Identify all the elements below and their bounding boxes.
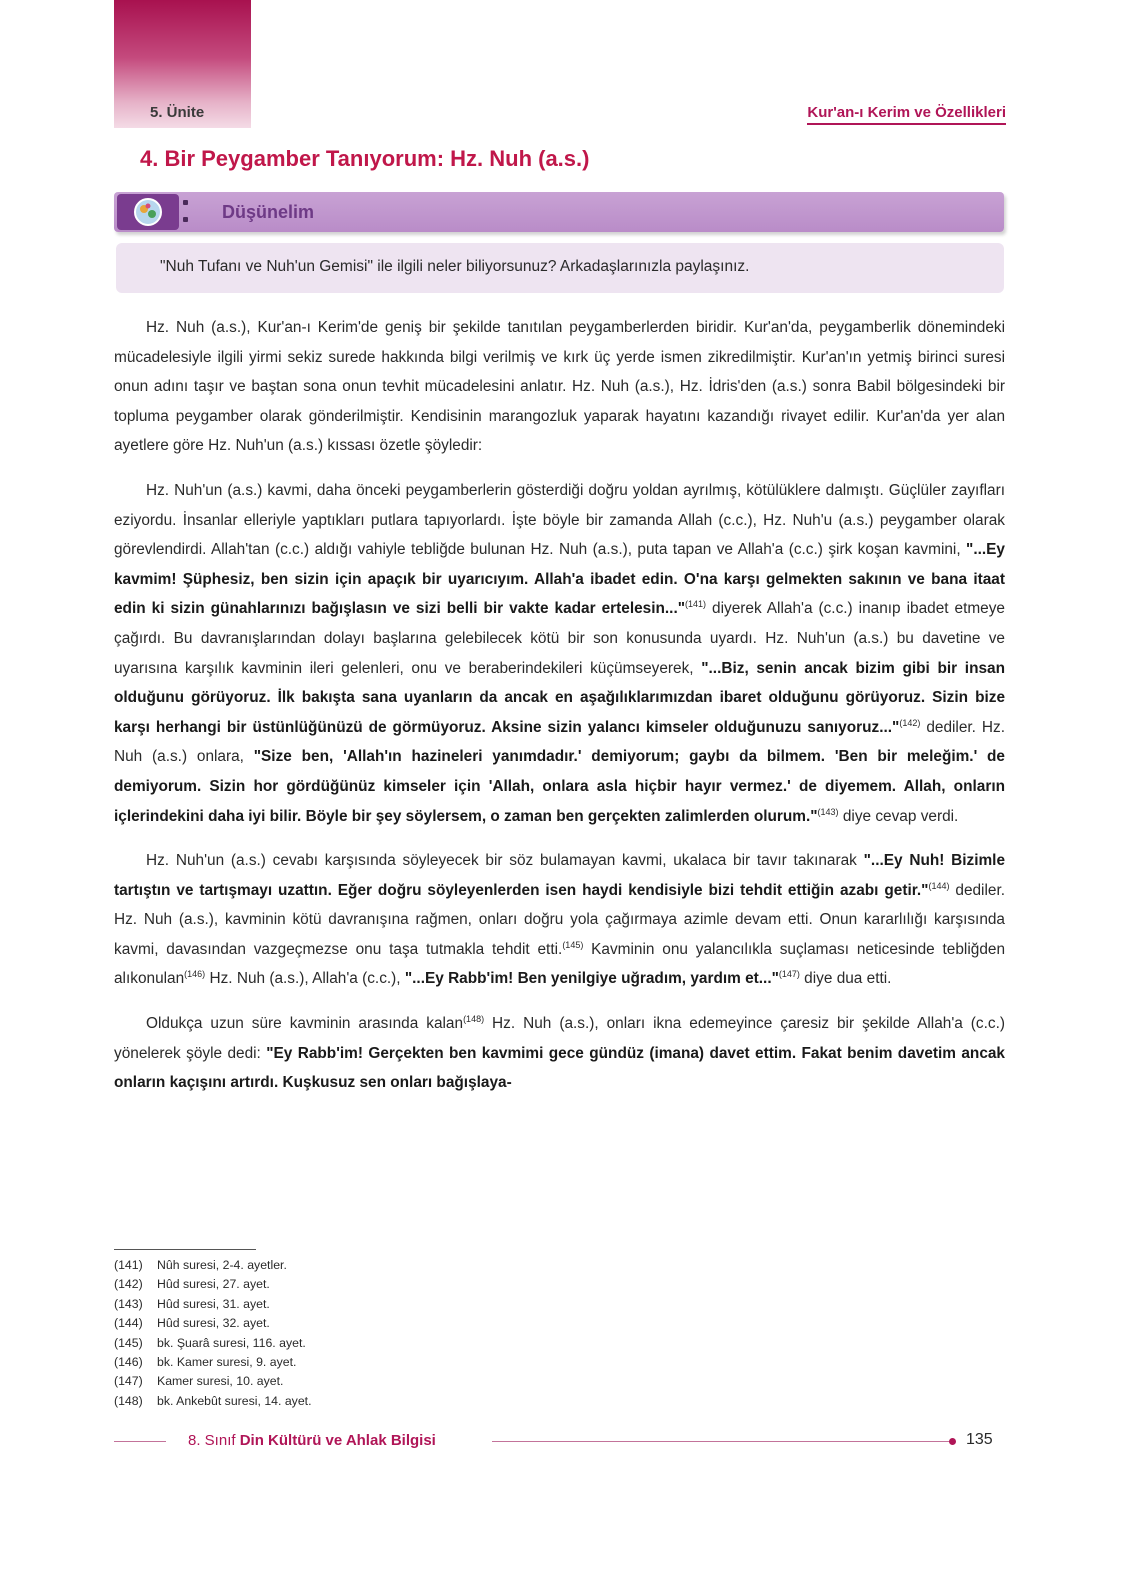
footer-book-title <box>188 1432 436 1449</box>
footnote-item <box>114 1392 312 1411</box>
footnote-item <box>114 1295 312 1314</box>
paragraph-3 <box>114 846 1005 994</box>
paragraph-2-text-4: diye cevap verdi. <box>838 807 959 825</box>
footnote-ref-144: (144) <box>928 880 950 891</box>
footer-left-rule <box>114 1441 166 1442</box>
paragraph-3-text-4: Hz. Nuh (a.s.), Allah'a (c.c.), <box>205 970 405 988</box>
question-text: "Nuh Tufanı ve Nuh'un Gemisi" ile ilgili neler biliyorsunuz? Arkadaşlarınızla paylaşınız. <box>160 258 750 275</box>
paragraph-2-text-2: diyerek Allah'a (c.c.) inanıp ibadet etmeye çağırdı. Bu davranışlarından dolayı başlarına gelebilecek kötü bir son konusunda uyardı. Hz. Nuh'un (a.s.) bu davetine ve uyarısına karşılık kavminin ileri gelenleri, onu ve beraberindekileri küçümseyerek, <box>114 600 1005 677</box>
footnote-number: (148) <box>114 1393 143 1408</box>
unit-label: 5. Ünite <box>150 104 205 121</box>
section-title: 4. Bir Peygamber Tanıyorum: Hz. Nuh (a.s.) <box>140 146 590 171</box>
footnote-number: (146) <box>114 1355 143 1370</box>
paragraph-3-text-2: dediler. Hz. Nuh (a.s.), kavminin kötü davranışına rağmen, onları doğru yola çağırmaya azimle devam etti. Onun kararlılığı karşısında kavmi, davasından vazgeçmezse onu taşa tutmakla tehdit etti. <box>114 881 1006 958</box>
footnote-text: Hûd suresi, 32. ayet. <box>157 1316 270 1331</box>
paragraph-2-text-3: dediler. Hz. Nuh (a.s.) onlara, <box>114 718 1005 766</box>
paragraph-3-text-5: diye dua etti. <box>799 970 892 988</box>
footnote-ref-145: (145) <box>562 939 584 950</box>
thinking-head-icon-graphic <box>128 197 168 227</box>
footnote-ref-148: (148) <box>463 1014 485 1025</box>
footnote-number: (143) <box>114 1296 143 1311</box>
quote-142: "...Biz, senin ancak bizim gibi bir insan olduğunu görüyoruz. İlk bakışta sana uyanların da ancak en aşağılıklarımızdan ibaret olduğunu görüyoruz. Sizin bize karşı herhangi bir üstünlüğünüzü de görmüyoruz. Aksine sizin yalancı kimseler olduğunuzu sanıyoruz..." <box>114 659 1005 736</box>
footnote-item <box>114 1372 312 1391</box>
paragraph-1 <box>114 313 1005 461</box>
footnote-text: bk. Kamer suresi, 9. ayet. <box>157 1355 297 1370</box>
quote-141: "...Ey kavmim! Şüphesiz, ben sizin için apaçık bir uyarıcıyım. Allah'a ibadet edin. O'na karşı gelmekten sakının ve bana itaat edin ki sizin günahlarınızı bağışlasın ve sizi belli bir vakte kadar ertelesin..." <box>114 541 1005 618</box>
footnote-text: Hûd suresi, 31. ayet. <box>157 1296 270 1311</box>
footnote-item <box>114 1275 312 1294</box>
paragraph-2-text-1: Hz. Nuh'un (a.s.) kavmi, daha önceki peygamberlerin gösterdiği doğru yoldan ayrılmış, kötülüklere dalmıştı. Güçlüler zayıfları eziyordu. İnsanlar elleriyle yaptıkları putlara tapıyorlardı. İşte böyle bir zamanda Allah (c.c.), Hz. Nuh'u (a.s.) peygamber olarak görevlendirdi. Allah'tan (c.c.) aldığı vahiyle tebliğde bulunan Hz. Nuh (a.s.), puta tapan ve Allah'a (c.c.) şirk koşan kavmini, <box>114 481 1005 559</box>
footnote-ref-147: (147) <box>778 969 800 980</box>
body-text <box>114 313 1005 1113</box>
paragraph-3-text-3: Kavminin onu yalancılıkla suçlaması neticesinde tebliğden alıkonulan <box>114 940 1005 988</box>
quote-continued: "Ey Rabb'im! Gerçekten ben kavmimi gece gündüz (imana) davet ettim. Fakat benim davetim ancak onların kaçışını artırdı. Kuşkusuz sen onları bağışlaya- <box>114 1044 1005 1092</box>
footnote-ref-143: (143) <box>817 806 839 817</box>
footnote-text: Kamer suresi, 10. ayet. <box>157 1374 284 1389</box>
footnote-number: (144) <box>114 1316 143 1331</box>
footnote-text: Hûd suresi, 27. ayet. <box>157 1277 270 1292</box>
footnote-item <box>114 1256 312 1275</box>
think-label: Düşünelim <box>222 202 315 222</box>
page-number: 135 <box>966 1431 993 1448</box>
footer-book-name: Din Kültürü ve Ahlak Bilgisi <box>239 1432 436 1449</box>
footnote-item <box>114 1334 312 1353</box>
footnotes <box>114 1256 312 1411</box>
think-dots <box>182 200 188 222</box>
chapter-title: Kur'an-ı Kerim ve Özellikleri <box>807 104 1006 125</box>
paragraph-1-text: Hz. Nuh (a.s.), Kur'an-ı Kerim'de geniş bir şekilde tanıtılan peygamberlerden biridir. Kur'an'da, peygamberlik dönemindeki mücadelesiyle ilgili yirmi sekiz surede hakkında bilgi verilmiş ve kırk üç yerde ismen zikredilmiştir. Kur'an'ın yetmiş birinci suresi onun adını taşır ve baştan sona onun tevhit mücadelesini anlatır. Hz. Nuh (a.s.), Hz. İdris'den (a.s.) sonra Babil bölgesindeki bir topluma peygamber olarak gönderilmiştir. Kendisinin marangozluk yaparak hayatını kazandığı rivayet edilir. Kur'an'da yer alan ayetlere göre Hz. Nuh'un (a.s.) kıssası özetle şöyledir: <box>114 319 1005 455</box>
footnote-item <box>114 1314 312 1333</box>
paragraph-4-text-2: Hz. Nuh (a.s.), onları ikna edemeyince çaresiz bir şekilde Allah'a (c.c.) yönelerek şöyle dedi: <box>114 1015 1005 1062</box>
paragraph-4-text-1: Oldukça uzun süre kavminin arasında kalan <box>146 1015 464 1033</box>
footnote-number: (147) <box>114 1374 143 1389</box>
quote-144: "...Ey Nuh! Bizimle tartıştın ve tartışmayı uzattın. Eğer doğru söyleyenlerden isen haydi kendisiyle bizi tehdit ettiğin azabı getir." <box>114 852 1005 899</box>
quote-143: "Size ben, 'Allah'ın hazineleri yanımdadır.' demiyorum; gaybı da bilmem. 'Ben bir meleğim.' de demiyorum. Sizin hor gördüğünüz kimseler için 'Allah, onlara asla hiçbir hayır vermez.' de diyemem. Allah, onların içlerindekini daha iyi bilir. Böyle bir şey söylersem, o zaman ben gerçekten zalimlerden olurum." <box>114 748 1005 825</box>
paragraph-3-text-1: Hz. Nuh'un (a.s.) cevabı karşısında söyleyecek bir söz bulamayan kavmi, ukalaca bir tavır takınarak <box>146 852 864 870</box>
thinking-head-icon <box>117 194 179 230</box>
footnote-text: Nûh suresi, 2-4. ayetler. <box>157 1258 287 1272</box>
footnote-text: bk. Ankebût suresi, 14. ayet. <box>157 1393 312 1408</box>
footer-grade: 8. Sınıf <box>188 1432 236 1449</box>
footnote-number: (145) <box>114 1335 143 1350</box>
quote-147: "...Ey Rabb'im! Ben yenilgiye uğradım, yardım et..." <box>404 970 779 988</box>
footnote-divider <box>114 1249 256 1250</box>
footnote-text: bk. Şuarâ suresi, 116. ayet. <box>157 1335 306 1350</box>
footnote-ref-146: (146) <box>184 969 206 980</box>
footnote-ref-142: (142) <box>899 717 921 728</box>
footer-dot <box>949 1438 956 1445</box>
footer-rule <box>492 1441 950 1442</box>
paragraph-4 <box>114 1009 1005 1098</box>
footnote-number: (142) <box>114 1277 143 1292</box>
footnote-item <box>114 1353 312 1372</box>
paragraph-2 <box>114 476 1005 831</box>
footnote-ref-141: (141) <box>685 599 707 610</box>
footnote-number: (141) <box>114 1258 143 1272</box>
